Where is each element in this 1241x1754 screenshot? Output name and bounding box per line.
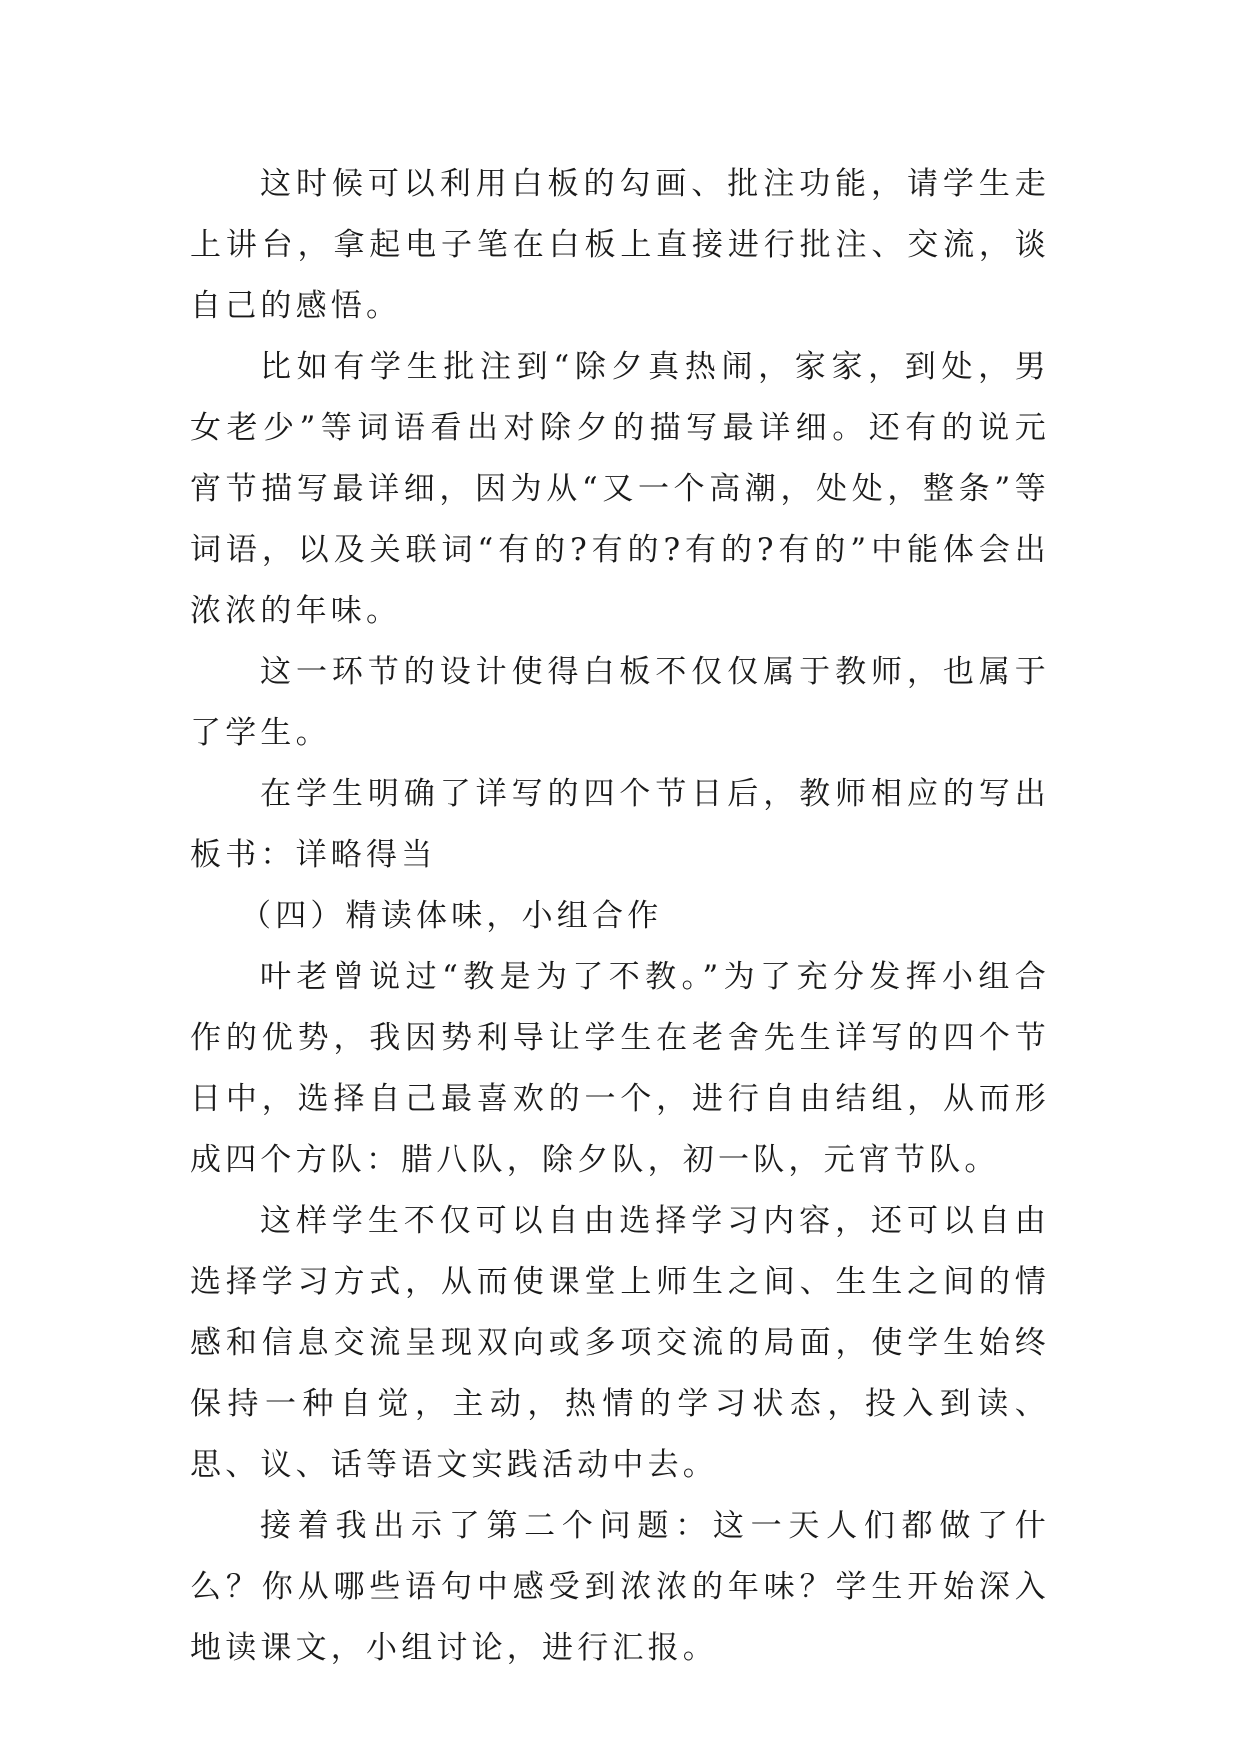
paragraph-second-question: 接着我出示了第二个问题：这一天人们都做了什么？你从哪些语句中感受到浓浓的年味？学生开始深入地读课文，小组讨论，进行汇报。 <box>190 1508 1050 1666</box>
paragraph-group-cooperation: 叶老曾说过“教是为了不教。”为了充分发挥小组合作的优势，我因势利导让学生在老舍先生详写的四个节日中，选择自己最喜欢的一个，进行自由结组，从而形成四个方队：腊八队，除夕队，初一队，元宵节队。 <box>190 959 1050 1178</box>
document-body <box>190 154 1050 1679</box>
section-heading: （四）精读体味，小组合作 <box>240 898 663 934</box>
paragraph-whiteboard-design: 这一环节的设计使得白板不仅仅属于教师，也属于了学生。 <box>190 654 1050 751</box>
paragraph-whiteboard-annotation: 这时候可以利用白板的勾画、批注功能，请学生走上讲台，拿起电子笔在白板上直接进行批注、交流，谈自己的感悟。 <box>190 166 1050 324</box>
paragraph-student-examples: 比如有学生批注到“除夕真热闹，家家，到处，男女老少”等词语看出对除夕的描写最详细。还有的说元宵节描写最详细，因为从“又一个高潮，处处，整条”等词语，以及关联词“有的?有的?有的?有的”中能体会出浓浓的年味。 <box>190 349 1050 629</box>
paragraph-blackboard-writing: 在学生明确了详写的四个节日后，教师相应的写出板书：详略得当 <box>190 776 1050 873</box>
paragraph-learning-modes: 这样学生不仅可以自由选择学习内容，还可以自由选择学习方式，从而使课堂上师生之间、生生之间的情感和信息交流呈现双向或多项交流的局面，使学生始终保持一种自觉，主动，热情的学习状态，投入到读、思、议、话等语文实践活动中去。 <box>190 1203 1050 1483</box>
